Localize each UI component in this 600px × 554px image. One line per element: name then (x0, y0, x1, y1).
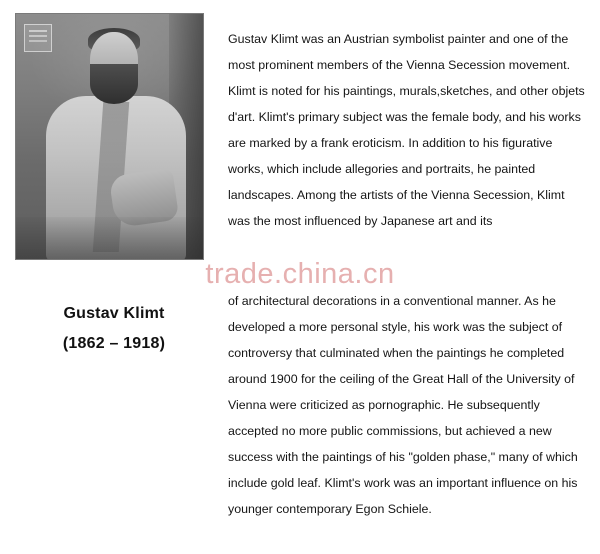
text-column (228, 14, 586, 535)
watermark-text: trade.china.cn (205, 258, 395, 290)
figure-caption-name: Gustav Klimt (63, 305, 165, 322)
paragraph-one: Gustav Klimt was an Austrian symbolist painter and one of the most prominent members of the Vienna Secession movement. Klimt is noted for his paintings, murals,sketches, and other objets d'art. Klimt's primary subject was the female body, and his works are marked by a frank eroticism. In addition to his figurative works, which include allegories and portraits, he painted landscapes. Among the artists of the Vienna Secession, Klimt was the most influenced by Japanese art and its (228, 32, 585, 229)
portrait-foreground-shadow (16, 217, 203, 259)
figure-caption-dates: (1862 – 1918) (62, 335, 166, 352)
gustav-klimt-portrait-photo (16, 14, 203, 259)
figure-column (16, 14, 212, 359)
portrait-figure-beard (90, 64, 138, 104)
paragraph-two: of architectural decorations in a conventional manner. As he developed a more personal style, his work was the subject of controversy that culminated when the paintings he completed around 1900 for the ceiling of the Great Hall of the University of Vienna were criticized as pornographic. He subsequently accepted no more public commissions, but achieved a new success with the paintings of his "golden phase," many of which include gold leaf. Klimt's work was an important influence on his younger contemporary Egon Schiele. (228, 294, 578, 517)
figure-caption (16, 299, 212, 359)
signature-stamp-icon (24, 24, 52, 52)
